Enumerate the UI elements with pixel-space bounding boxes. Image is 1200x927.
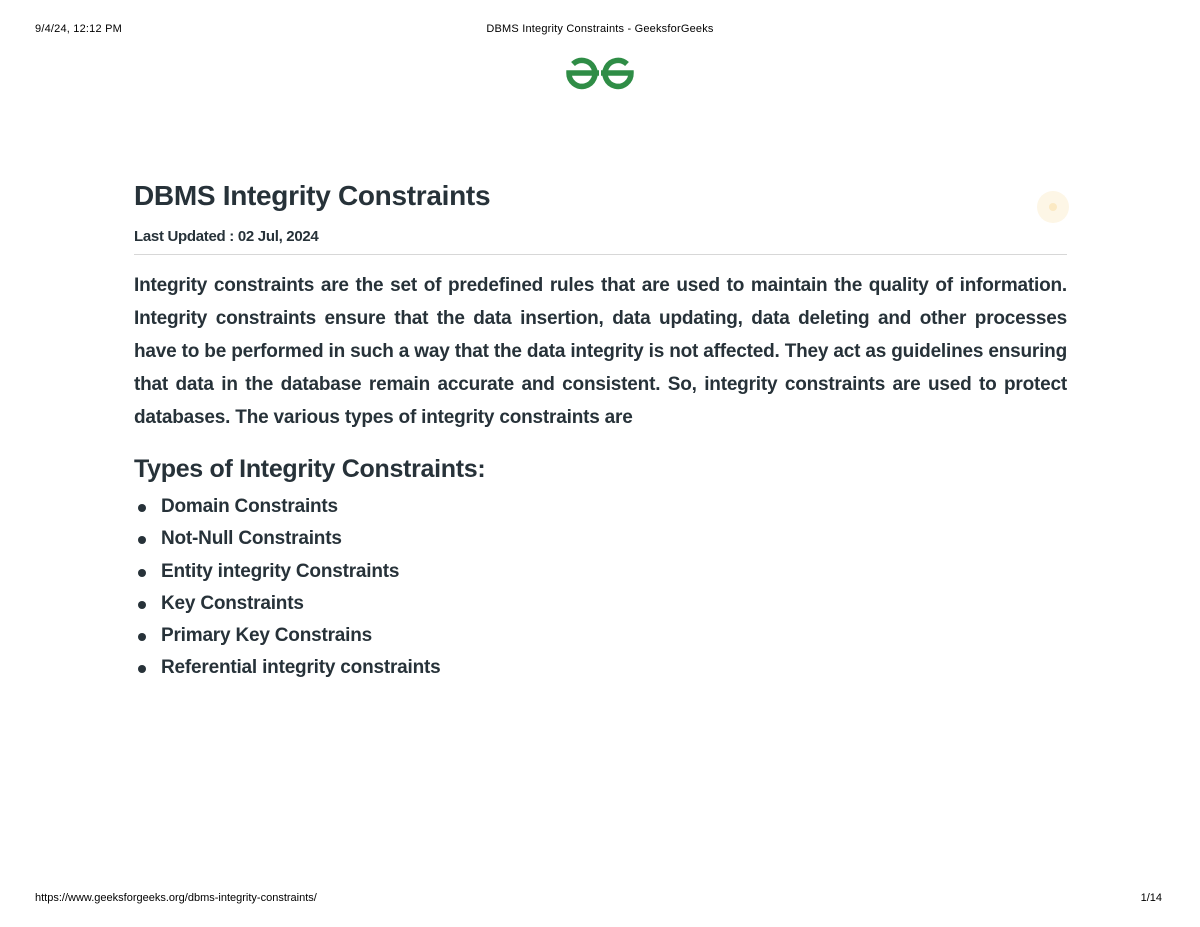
print-footer-page-number: 1/14 [1140,892,1162,904]
print-header-datetime: 9/4/24, 12:12 PM [35,23,122,35]
section-heading-types: Types of Integrity Constraints: [134,455,486,483]
last-updated-date: Last Updated : 02 Jul, 2024 [134,228,319,245]
geeksforgeeks-logo-icon[interactable] [564,54,636,92]
title-divider [134,254,1067,255]
list-item-primary-key-constrains: Primary Key Constrains [134,620,1067,652]
article-title: DBMS Integrity Constraints [134,180,491,211]
print-footer-url: https://www.geeksforgeeks.org/dbms-integrity-constraints/ [35,892,317,904]
list-item-not-null-constraints: Not-Null Constraints [134,523,1067,555]
list-item-entity-integrity-constraints: Entity integrity Constraints [134,556,1067,588]
article [134,176,1067,685]
list-item-referential-integrity-constraints: Referential integrity constraints [134,652,1067,684]
list-item-domain-constraints: Domain Constraints [134,491,1067,523]
constraint-types-list [134,491,1067,685]
print-header-title: DBMS Integrity Constraints - GeeksforGeeks [486,23,714,35]
list-item-key-constraints: Key Constraints [134,588,1067,620]
intro-paragraph: Integrity constraints are the set of predefined rules that are used to maintain the quality of information. Integrity constraints ensure that the data insertion, data updating, data deleting and other processes have to be performed in such a way that the data integrity is not affected. They act as guidelines ensuring that data in the database remain accurate and consistent. So, integrity constraints are used to protect databases. The various types of integrity constraints are [134,275,1067,428]
